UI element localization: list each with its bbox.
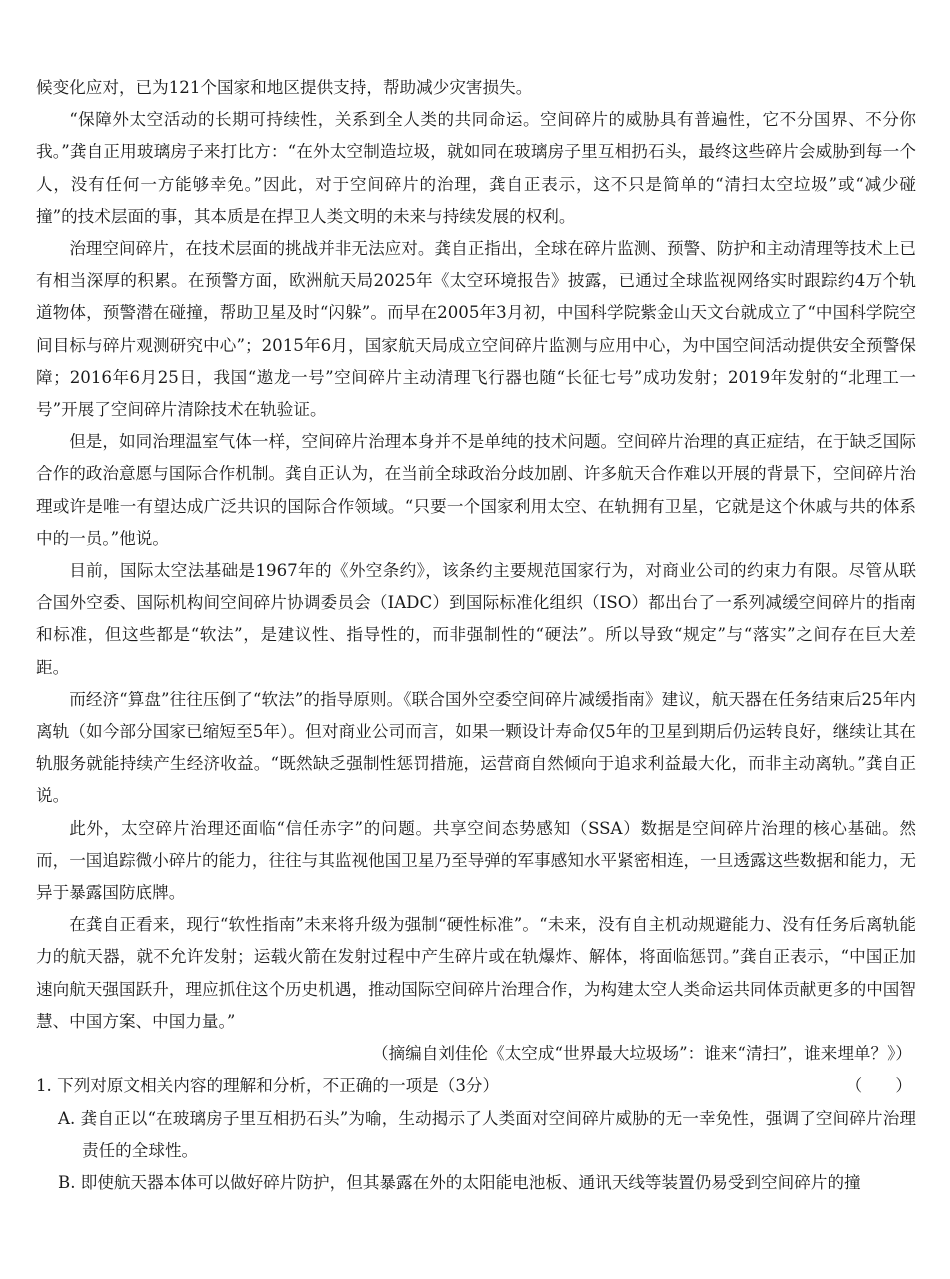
option-text: B. 即使航天器本体可以做好碎片防护，但其暴露在外的太阳能电池板、通讯天线等装置仍易受到空间碎片的撞: [58, 1172, 861, 1192]
passage-paragraph: 治理空间碎片，在技术层面的挑战并非无法应对。龚自正指出，全球在碎片监测、预警、防护和主动清理等技术上已有相当深厚的积累。在预警方面，欧洲航天局2025年《太空环境报告》披露，已通过全球监视网络实时跟踪约4万个轨道物体，预警潜在碰撞，帮助卫星及时“闪躲”。而早在2005年3月初，中国科学院紫金山天文台就成立了“中国科学院空间目标与碎片观测研究中心”；2015年6月，国家航天局成立空间碎片监测与应用中心，为中国空间活动提供安全预警保障；2016年6月25日，我国“遨龙一号”空间碎片主动清理飞行器也随“长征七号”成功发射；2019年发射的“北理工一号”开展了空间碎片清除技术在轨验证。: [36, 239, 916, 420]
question-option-a: [36, 1103, 916, 1167]
passage-paragraph: 而经济“算盘”往往压倒了“软法”的指导原则。《联合国外空委空间碎片减缓指南》建议，航天器在任务结束后25年内离轨（如今部分国家已缩短至5年）。但对商业公司而言，如果一颗设计寿命仅5年的卫星到期后仍运转良好，继续让其在轨服务就能持续产生经济收益。“既然缺乏强制性惩罚措施，运营商自然倾向于追求利益最大化，而非主动离轨。”龚自正说。: [36, 689, 916, 806]
passage-paragraph: 目前，国际太空法基础是1967年的《外空条约》，该条约主要规范国家行为，对商业公司的约束力有限。尽管从联合国外空委、国际机构间空间碎片协调委员会（IADC）到国际标准化组织（ISO）都出台了一系列减缓空间碎片的指南和标准，但这些都是“软法”，是建议性、指导性的，而非强制性的“硬法”。所以导致“规定”与“落实”之间存在巨大差距。: [36, 561, 916, 677]
passage-paragraph: “保障外太空活动的长期可持续性，关系到全人类的共同命运。空间碎片的威胁具有普遍性，它不分国界、不分你我。”龚自正用玻璃房子来打比方：“在外太空制造垃圾，就如同在玻璃房子里互相扔石头，最终这些碎片会威胁到每一个人，没有任何一方能够幸免。”因此，对于空间碎片的治理，龚自正表示，这不只是简单的“清扫太空垃圾”或“减少碰撞”的技术层面的事，其本质是在捍卫人类文明的未来与持续发展的权利。: [36, 110, 916, 226]
passage-paragraph: 此外，太空碎片治理还面临“信任赤字”的问题。共享空间态势感知（SSA）数据是空间碎片治理的核心基础。然而，一国追踪微小碎片的能力，往往与其监视他国卫星乃至导弹的军事感知水平紧密相连，一旦透露这些数据和能力，无异于暴露国防底牌。: [36, 818, 916, 903]
passage-paragraph-continued: 候变化应对，已为121个国家和地区提供支持，帮助减少灾害损失。: [36, 78, 533, 97]
passage-paragraph: 但是，如同治理温室气体一样，空间碎片治理本身并不是单纯的技术问题。空间碎片治理的真正症结，在于缺乏国际合作的政治意愿与国际合作机制。龚自正认为，在当前全球政治分歧加剧、许多航天合作难以开展的背景下，空间碎片治理或许是唯一有望达成广泛共识的国际合作领域。“只要一个国家利用太空、在轨拥有卫星，它就是这个休戚与共的体系中的一员。”他说。: [36, 432, 916, 548]
option-text: A. 龚自正以“在玻璃房子里互相扔石头”为喻，生动揭示了人类面对空间碎片威胁的无一幸免性，强调了空间碎片治理责任的全球性。: [58, 1108, 916, 1160]
passage-source: （摘编自刘佳伦《太空成“世界最大垃圾场”：谁来“清扫”，谁来埋单？》）: [371, 1044, 912, 1064]
question-option-b: [36, 1167, 916, 1199]
passage-paragraph: 在龚自正看来，现行“软性指南”未来将升级为强制“硬性标准”。“未来，没有自主机动规避能力、没有任务后离轨能力的航天器，就不允许发射；运载火箭在发射过程中产生碎片或在轨爆炸、解体，将面临惩罚。”龚自正表示，“中国正加速向航天强国跃升，理应抓住这个历史机遇，推动国际空间碎片治理合作，为构建太空人类命运共同体贡献更多的中国智慧、中国方案、中国力量。”: [36, 915, 916, 1031]
document-page: [36, 72, 916, 1199]
question-text: 1. 下列对原文相关内容的理解和分析，不正确的一项是（3分）: [36, 1076, 500, 1096]
question-stem: [36, 1070, 916, 1102]
answer-bracket: （ ）: [845, 1076, 912, 1096]
